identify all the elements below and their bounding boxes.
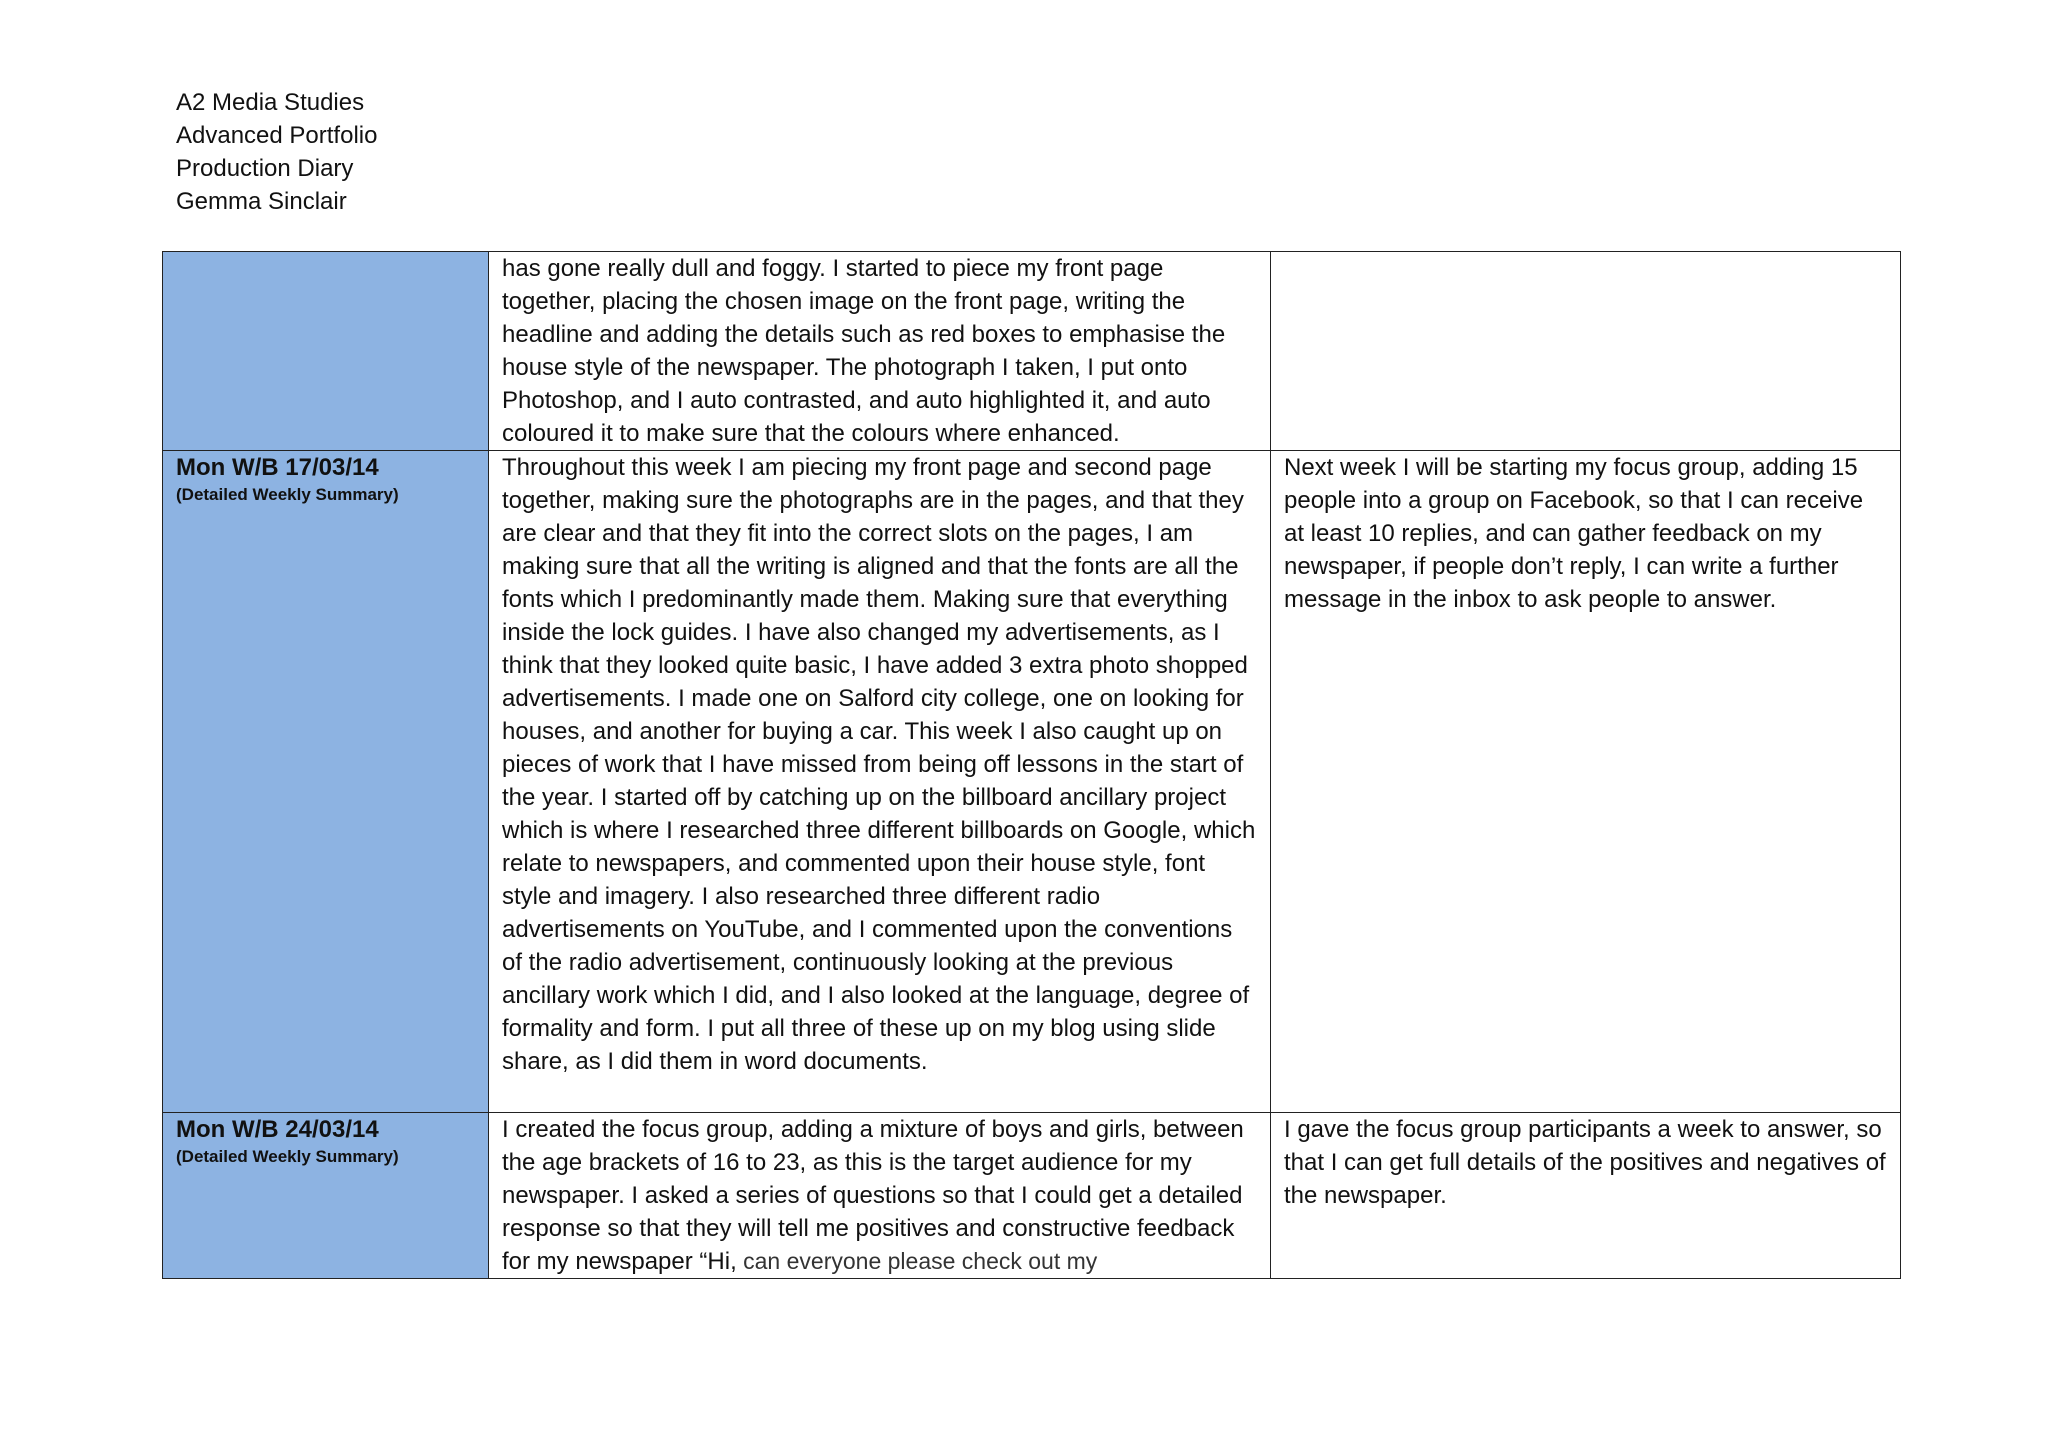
next-steps-text: I gave the focus group participants a week to answer, so that I can get full details of the positives and negatives of the newspaper. — [1284, 1116, 1886, 1209]
next-steps-cell — [1271, 1113, 1901, 1279]
next-steps-cell — [1271, 451, 1901, 1113]
week-cell — [163, 451, 489, 1113]
document-header — [176, 86, 377, 218]
next-steps-text: Next week I will be starting my focus group, adding 15 people into a group on Facebook, so that I can receive at least 10 replies, and can gather feedback on my newspaper, if people don’t reply, I can write a further message in the inbox to ask people to answer. — [1284, 454, 1864, 613]
author-name: Gemma Sinclair — [176, 188, 347, 215]
activity-text: has gone really dull and foggy. I started to piece my front page together, placing the chosen image on the front page, writing the headline and adding the details such as red boxes to emphasise the house style of the newspaper. The photograph I taken, I put onto Photoshop, and I auto contrasted, and auto highlighted it, and auto coloured it to make sure that the colours where enhanced. — [502, 255, 1226, 447]
activity-main: I created the focus group, adding a mixture of boys and girls, between the age brackets of 16 to 23, as this is the target audience for my newspaper. I asked a series of questions so that I could get a detailed response so that they will tell me positives and constructive feedback for my newspaper “Hi, — [502, 1116, 1244, 1275]
activity-cell — [489, 451, 1271, 1113]
week-subtitle: (Detailed Weekly Summary) — [176, 1147, 399, 1166]
portfolio-title: Advanced Portfolio — [176, 122, 378, 149]
week-subtitle: (Detailed Weekly Summary) — [176, 485, 399, 504]
activity-text: Throughout this week I am piecing my front page and second page together, making sure the photographs are in the pages, and that they are clear and that they fit into the correct slots on the pages, I am making sure that all the writing is aligned and that the fonts are all the fonts which I predominantly made them. Making sure that everything inside the lock guides. I have also changed my advertisements, as I think that they looked quite basic, I have added 3 extra photo shopped advertisements. I made one on Salford city college, one on looking for houses, and another for buying a car. This week I also caught up on pieces of work that I have missed from being off lessons in the start of the year. I started off by catching up on the billboard ancillary project which is where I researched three different billboards on Google, which relate to newspapers, and commented upon their house style, font style and imagery. I also researched three different radio advertisements on YouTube, and I commented upon the conventions of the radio advertisement, continuously looking at the previous ancillary work which I did, and I also looked at the language, degree of formality and form. I put all three of these up on my blog using slide share, as I did them in word documents. — [502, 454, 1256, 1075]
week-cell — [163, 252, 489, 451]
diary-title: Production Diary — [176, 155, 354, 182]
table-row — [163, 252, 1901, 451]
table-row — [163, 1113, 1901, 1279]
week-cell — [163, 1113, 489, 1279]
table-row — [163, 451, 1901, 1113]
course-title: A2 Media Studies — [176, 89, 365, 116]
week-label: Mon W/B 24/03/14 — [176, 1116, 379, 1143]
activity-quote-tail: can everyone please check out my — [736, 1248, 1098, 1274]
activity-text — [502, 1113, 1257, 1278]
next-steps-cell — [1271, 252, 1901, 451]
activity-cell — [489, 1113, 1271, 1279]
activity-cell — [489, 252, 1271, 451]
week-label: Mon W/B 17/03/14 — [176, 454, 379, 481]
production-diary-table — [162, 251, 1901, 1279]
